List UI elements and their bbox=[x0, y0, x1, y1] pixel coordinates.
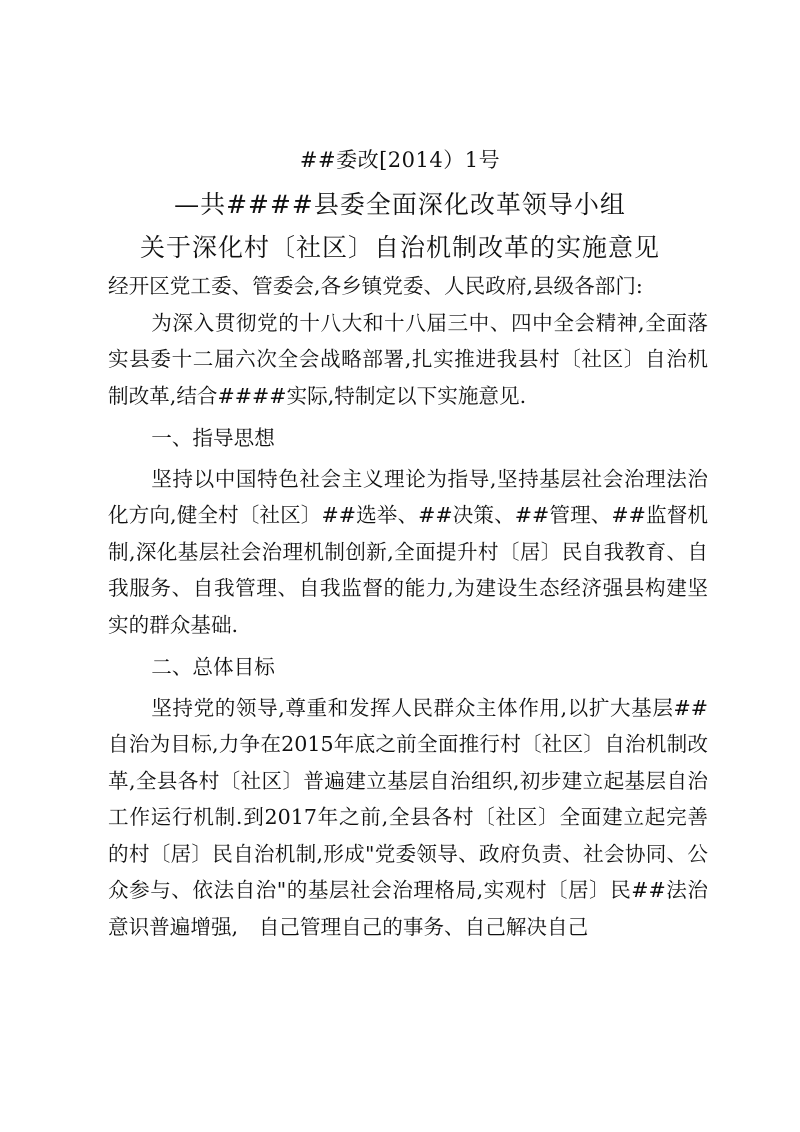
section-heading-guiding-ideology: 一、指导思想 bbox=[151, 426, 275, 450]
document-body bbox=[108, 268, 708, 945]
document-title-line-2: 关于深化村〔社区〕自治机制改革的实施意见 bbox=[139, 233, 660, 262]
document-number: ##委改[2014）1号 bbox=[299, 148, 501, 172]
section-paragraph-overall-goals: 坚持党的领导,尊重和发挥人民群众主体作用,以扩大基层##自治为目标,力争在2015年底之前全面推行村〔社区〕自治机制改革,全县各村〔社区〕普遍建立基层自治组织,初步建立起基层自治工作运行机制.到2017年之前,全县各村〔社区〕全面建立起完善的村〔居〕民自治机制,形成"党委领导、政府负责、社会协同、公众参与、依法自治"的基层社会治理格局,实观村〔居〕民##法治意识普遍增强, 自己管理自己的事务、自己解决自己 bbox=[108, 695, 708, 939]
section-heading-overall-goals: 二、总体目标 bbox=[151, 655, 275, 679]
document-title-line-1: —共####县委全面深化改革领导小组 bbox=[174, 190, 626, 219]
salutation: 经开区党工委、管委会,各乡镇党委、人民政府,县级各部门: bbox=[108, 274, 643, 298]
intro-paragraph: 为深入贯彻党的十八大和十八届三中、四中全会精神,全面落实县委十二届六次全会战略部署,扎实推进我县村〔社区〕自治机制改革,结合####实际,特制定以下实施意见. bbox=[108, 310, 708, 408]
section-paragraph-guiding-ideology: 坚持以中国特色社会主义理论为指导,坚持基层社会治理法治化方向,健全村〔社区〕##选举、##决策、##管理、##监督机制,深化基层社会治理机制创新,全面提升村〔居〕民自我教育、自我服务、自我管理、自我监督的能力,为建设生态经济强县构建坚实的群众基础. bbox=[108, 466, 708, 637]
